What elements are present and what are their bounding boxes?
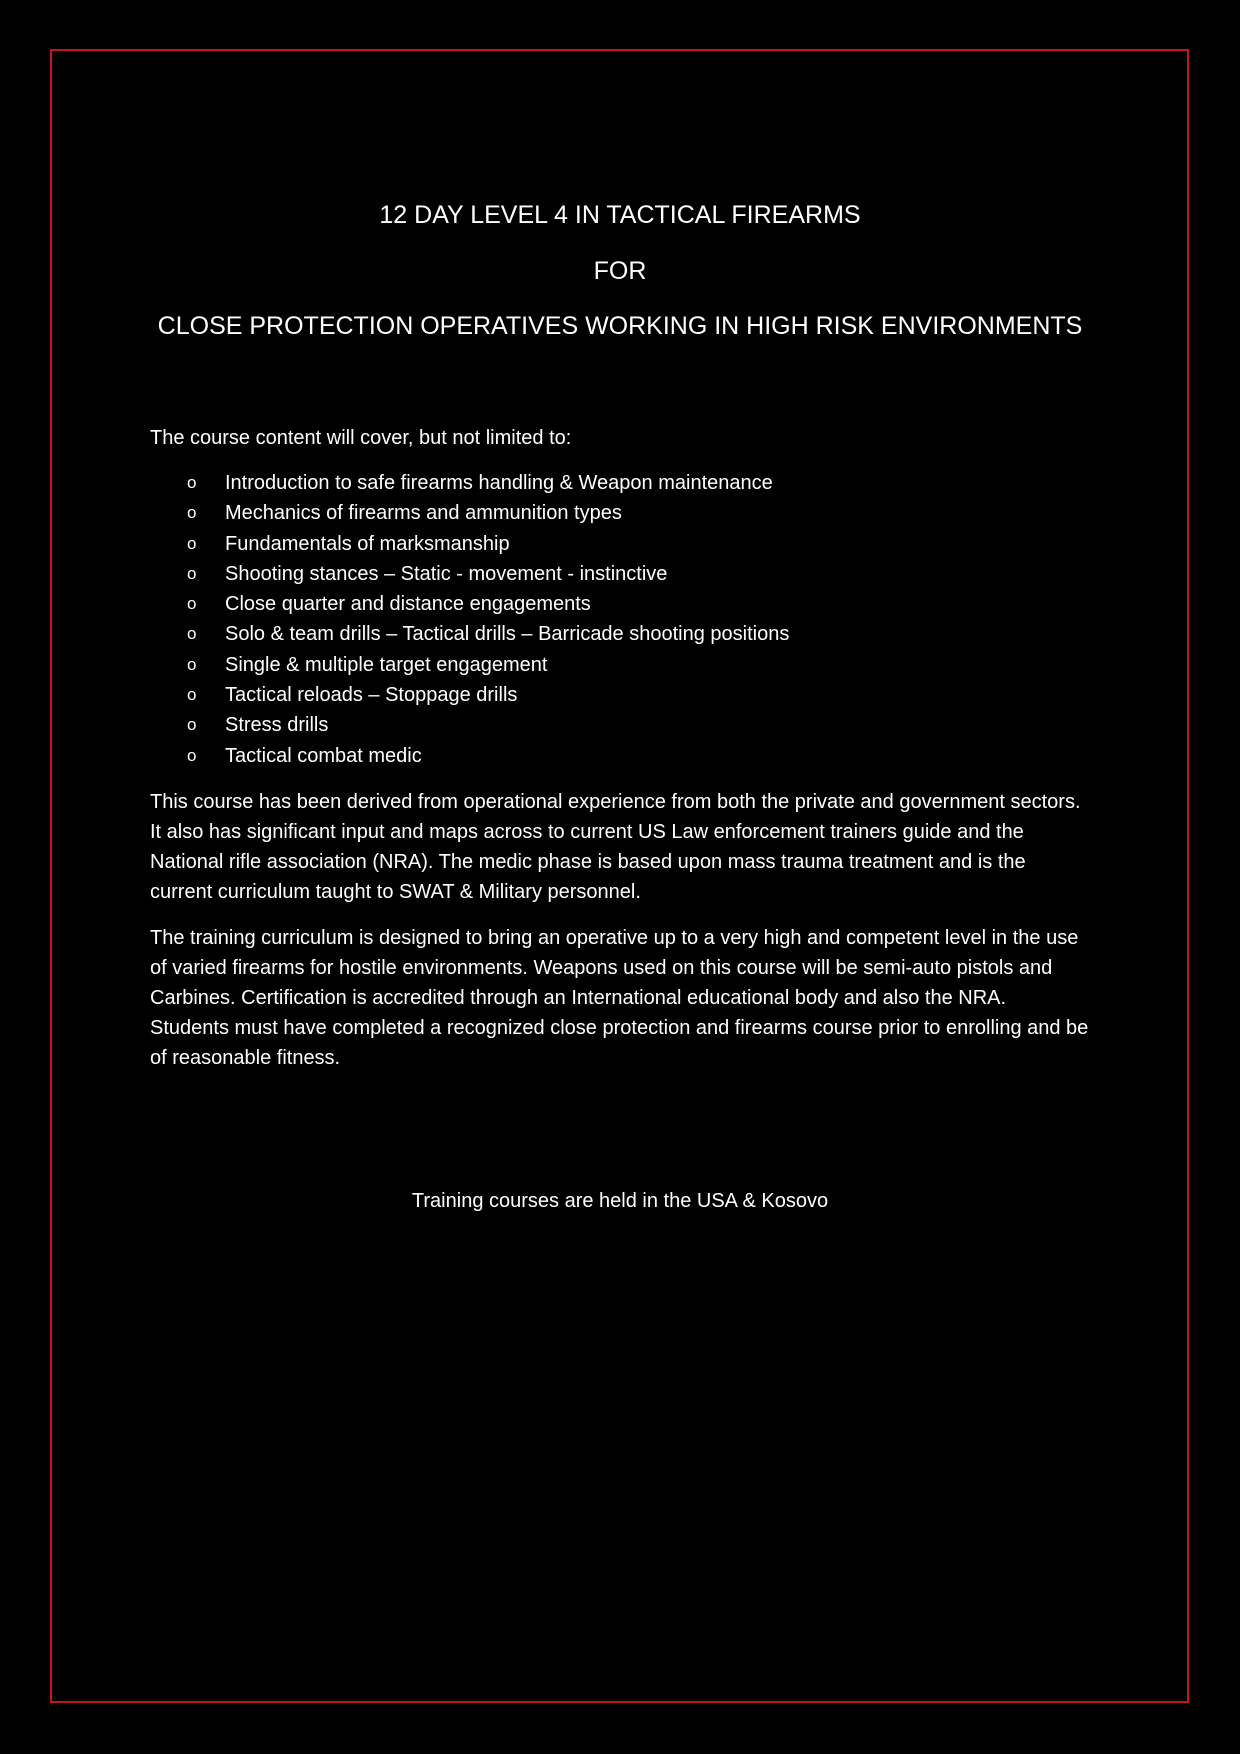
bullet-icon: o — [187, 503, 197, 523]
course-content-list — [150, 468, 789, 771]
bullet-icon: o — [187, 624, 197, 644]
course-origin-paragraph: This course has been derived from operational experience from both the private and government sectors. It also has significant input and maps across to current US Law enforcement trainers guide and the National rifle association (NRA). The medic phase is based upon mass trauma treatment and is the current curriculum taught to SWAT & Military personnel. — [150, 791, 1081, 903]
intro-text: The course content will cover, but not limited to: — [150, 427, 572, 449]
bullet-icon: o — [187, 533, 197, 553]
bullet-icon: o — [187, 685, 197, 705]
list-item — [150, 619, 789, 649]
bullet-icon: o — [187, 473, 197, 492]
list-item — [150, 529, 789, 559]
title-line-3: CLOSE PROTECTION OPERATIVES WORKING IN HIGH RISK ENVIRONMENTS — [157, 312, 1083, 340]
bullet-icon: o — [187, 745, 197, 765]
title-line-1: 12 DAY LEVEL 4 IN TACTICAL FIREARMS — [379, 201, 861, 229]
training-location-note: Training courses are held in the USA & Kosovo — [411, 1190, 829, 1212]
list-item-text: Single & multiple target engagement — [225, 653, 548, 676]
list-item-text: Solo & team drills – Tactical drills – Barricade shooting positions — [225, 623, 790, 646]
list-item-text: Fundamentals of marksmanship — [225, 532, 510, 555]
list-item — [150, 710, 789, 740]
bullet-icon: o — [187, 594, 197, 614]
list-item-text: Tactical reloads – Stoppage drills — [225, 684, 518, 707]
list-item — [150, 468, 789, 498]
list-item-text: Close quarter and distance engagements — [225, 593, 591, 616]
list-item-text: Stress drills — [225, 714, 329, 737]
bullet-icon: o — [187, 715, 197, 735]
list-item — [150, 650, 789, 680]
list-item-text: Mechanics of firearms and ammunition types — [225, 502, 622, 525]
curriculum-paragraph: The training curriculum is designed to bring an operative up to a very high and competent level in the use of varied firearms for hostile environments. Weapons used on this course will be semi-auto pistols and Carbines. Certification is accredited through an International educational body and also the NRA. Students must have completed a recognized close protection and firearms course prior to enrolling and be of reasonable fitness. — [150, 927, 1089, 1069]
list-item — [150, 680, 789, 710]
list-item-text: Shooting stances – Static - movement - instinctive — [225, 562, 668, 585]
list-item — [150, 559, 789, 589]
title-line-2: FOR — [593, 257, 647, 285]
bullet-icon: o — [187, 654, 197, 674]
list-item-text: Introduction to safe firearms handling & Weapon maintenance — [225, 472, 773, 494]
list-item — [150, 498, 789, 528]
list-item — [150, 741, 789, 771]
list-item-text: Tactical combat medic — [225, 744, 422, 767]
bullet-icon: o — [187, 563, 197, 583]
list-item — [150, 589, 789, 619]
